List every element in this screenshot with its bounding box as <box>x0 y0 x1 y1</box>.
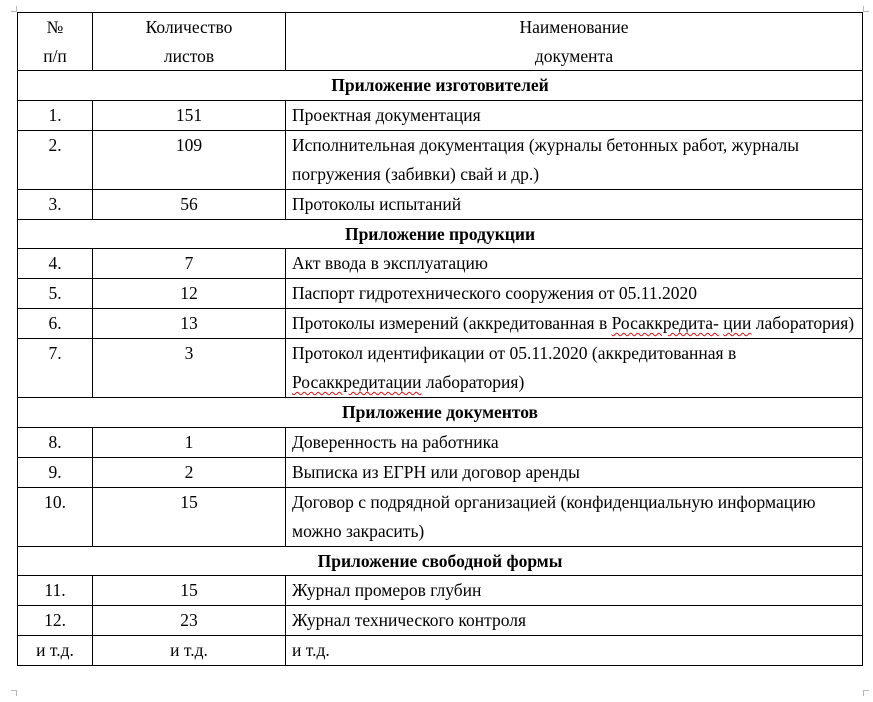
header-number-line1: № <box>46 17 64 37</box>
row-document-name-cell <box>286 487 863 546</box>
table-row <box>18 576 863 606</box>
section-header-row <box>18 219 863 249</box>
header-name-cell <box>286 13 863 71</box>
section-title: Приложение изготовителей <box>18 71 863 101</box>
row-document-name-cell <box>286 427 863 457</box>
table-row <box>18 339 863 398</box>
row-page-count-cell: 151 <box>93 100 286 130</box>
row-number-cell: 3. <box>18 189 93 219</box>
row-page-count-cell: 12 <box>93 279 286 309</box>
row-document-name-cell <box>286 576 863 606</box>
document-name-text: Договор с подрядной организацией (конфиденциальную информацию можно закрасить) <box>292 491 816 541</box>
row-document-name-cell <box>286 339 863 398</box>
document-name-text: Исполнительная документация (журналы бетонных работ, журналы погружения (забивки) свай и др.) <box>292 134 800 184</box>
table-row <box>18 487 863 546</box>
row-page-count-cell: и т.д. <box>93 636 286 666</box>
section-header-row <box>18 398 863 428</box>
table-header-row <box>18 13 863 71</box>
page-corner-mark <box>863 690 869 696</box>
spellcheck-flagged-text: Росаккредита- <box>611 313 719 333</box>
row-document-name-cell <box>286 100 863 130</box>
document-name-text: Протоколы испытаний <box>292 193 462 214</box>
document-name-text: Журнал технического контроля <box>292 610 527 630</box>
row-page-count-cell: 56 <box>93 189 286 219</box>
row-number-cell: 2. <box>18 130 93 189</box>
row-number-cell: 12. <box>18 606 93 636</box>
row-document-name-cell <box>286 457 863 487</box>
row-page-count-cell: 13 <box>93 309 286 339</box>
row-number-cell: 4. <box>18 249 93 279</box>
row-number-cell: и т.д. <box>18 636 93 666</box>
header-count-cell <box>93 13 286 71</box>
row-page-count-cell: 15 <box>93 487 286 546</box>
row-page-count-cell: 2 <box>93 457 286 487</box>
row-document-name-cell <box>286 130 863 189</box>
document-name-text: Доверенность на работника <box>292 431 499 452</box>
row-page-count-cell: 23 <box>93 606 286 636</box>
row-number-cell: 10. <box>18 487 93 546</box>
table-row <box>18 130 863 189</box>
row-number-cell: 11. <box>18 576 93 606</box>
row-number-cell: 6. <box>18 309 93 339</box>
documents-table <box>17 12 863 666</box>
document-name-text: Акт ввода в эксплуатацию <box>292 253 488 273</box>
page-corner-mark <box>11 690 17 696</box>
document-name-text: и т.д. <box>292 640 330 660</box>
table-row <box>18 427 863 457</box>
header-count-line2: листов <box>163 45 215 66</box>
row-document-name-cell <box>286 309 863 339</box>
row-page-count-cell: 1 <box>93 427 286 457</box>
row-document-name-cell <box>286 249 863 279</box>
section-header-row <box>18 546 863 576</box>
table-row <box>18 457 863 487</box>
table-row <box>18 100 863 130</box>
table-row <box>18 309 863 339</box>
document-name-text: Паспорт гидротехнического сооружения от 05.11.2020 <box>292 283 697 303</box>
table-row <box>18 189 863 219</box>
table-row <box>18 606 863 636</box>
header-count-line1: Количество <box>145 17 233 37</box>
document-name-text: Протоколы измерений (аккредитованная в <box>292 313 612 333</box>
row-page-count-cell: 7 <box>93 249 286 279</box>
row-number-cell: 9. <box>18 457 93 487</box>
table-row <box>18 279 863 309</box>
spellcheck-flagged-text: Росаккредитации <box>292 372 422 392</box>
row-document-name-cell <box>286 606 863 636</box>
header-name-line2: документа <box>534 45 614 66</box>
document-name-text: лаборатория) <box>421 372 525 392</box>
section-title: Приложение свободной формы <box>18 546 863 576</box>
row-document-name-cell <box>286 279 863 309</box>
row-number-cell: 5. <box>18 279 93 309</box>
document-name-text: лаборатория) <box>751 313 855 333</box>
document-name-text: Выписка из ЕГРН или договор аренды <box>292 461 580 482</box>
documents-table-body <box>18 13 863 666</box>
header-name-line1: Наименование <box>519 17 629 37</box>
row-document-name-cell <box>286 636 863 666</box>
table-row <box>18 636 863 666</box>
row-number-cell: 1. <box>18 100 93 130</box>
document-name-text: Проектная документация <box>292 104 481 125</box>
row-number-cell: 8. <box>18 427 93 457</box>
section-title: Приложение продукции <box>18 219 863 249</box>
document-name-text: Журнал промеров глубин <box>292 580 482 600</box>
page-corner-mark <box>863 6 869 12</box>
document-name-text: Протокол идентификации от 05.11.2020 (аккредитованная в <box>292 343 737 363</box>
row-number-cell: 7. <box>18 339 93 398</box>
section-title: Приложение документов <box>18 398 863 428</box>
table-row <box>18 249 863 279</box>
spellcheck-flagged-text: ции <box>723 313 752 333</box>
row-page-count-cell: 15 <box>93 576 286 606</box>
header-number-cell <box>18 13 93 71</box>
row-page-count-cell: 109 <box>93 130 286 189</box>
row-page-count-cell: 3 <box>93 339 286 398</box>
row-document-name-cell <box>286 189 863 219</box>
header-number-line2: п/п <box>43 45 67 66</box>
section-header-row <box>18 71 863 101</box>
